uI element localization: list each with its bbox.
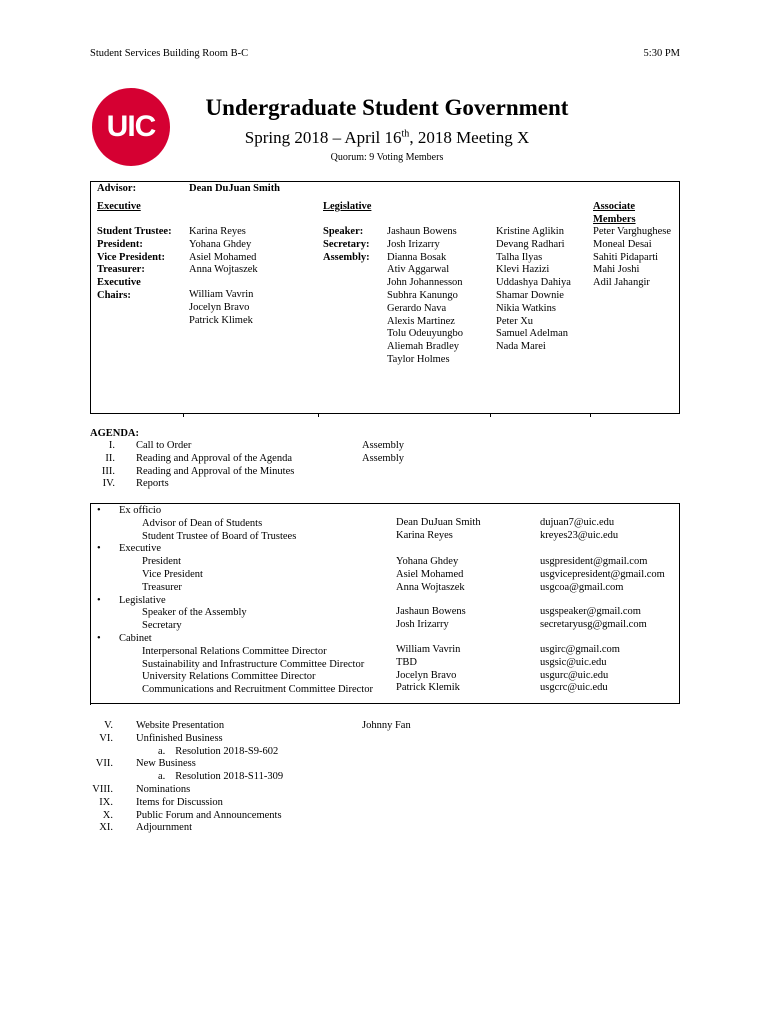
reports-emails-exofficio <box>540 517 618 543</box>
reports-names-executive: Yohana Ghdey Asiel Mohamed Anna Wojtaszek <box>396 556 465 593</box>
associate-names: Peter Varghughese Moneal Desai Sahiti Pidaparti Mahi Joshi Adil Jahangir <box>593 226 672 289</box>
associate-heading: Associate Members <box>593 201 636 225</box>
report-group-heading: • Legislative <box>97 594 166 606</box>
executive-roles: Student Trustee: President: Vice President: Treasurer: Executive Chairs: <box>97 226 172 301</box>
email-link[interactable]: usgpresident@gmail.com <box>540 556 648 567</box>
email-link[interactable]: secretaryusg@gmail.com <box>540 618 647 630</box>
advisor-label: Advisor: <box>97 183 137 194</box>
meeting-subtitle: Spring 2018 – April 16th, 2018 Meeting X <box>244 128 530 147</box>
agenda-item: Website Presentation <box>136 720 225 731</box>
legislative-names-col2: Kristine Aglikin Devang Radhari Talha Ilyas Klevi Hazizi Uddashya Dahiya Shamar Downie Nikia Watkins Peter Xu Samuel Adelman Nada Marei <box>496 226 571 353</box>
agenda-item: Reading and Approval of the Agenda <box>136 452 293 464</box>
agenda-item: Adjournment <box>136 822 192 834</box>
legislative-roles: Speaker: Secretary: Assembly: <box>323 226 370 263</box>
agenda-item: Call to Order <box>136 440 192 451</box>
reports-names-exofficio: Dean DuJuan Smith Karina Reyes <box>396 517 481 541</box>
report-group-heading: • Cabinet <box>97 632 152 644</box>
reports-names-cabinet: William Vavrin TBD Jocelyn Bravo Patrick Klemik <box>396 644 461 694</box>
report-group-heading: • Executive <box>97 543 161 555</box>
email-link[interactable]: usgcrc@uic.edu <box>540 682 608 694</box>
agenda-subitem: a. Resolution 2018-S9-602 <box>158 745 279 757</box>
meeting-time: 5:30 PM <box>643 48 680 59</box>
agenda-item: Reports <box>136 478 169 490</box>
chairs-names: William Vavrin Jocelyn Bravo Patrick Klimek <box>189 289 254 326</box>
reports-emails-cabinet <box>540 644 620 695</box>
agenda-item: Nominations <box>136 783 191 795</box>
box-corner <box>90 701 95 705</box>
quorum-note: Quorum: 9 Voting Members <box>330 152 444 163</box>
agenda-item: Reading and Approval of the Minutes <box>136 465 295 477</box>
email-link[interactable]: usgspeaker@gmail.com <box>540 606 641 617</box>
reports-emails-legislative <box>540 606 647 632</box>
agenda-numbers-later: V. VI. VII. VIII. IX. X. XI. <box>92 720 113 834</box>
legislative-heading: Legislative <box>323 201 372 212</box>
agenda-subitem: a. Resolution 2018-S11-309 <box>158 771 284 783</box>
reports-groups: • Ex officio Advisor of Dean of Students Student Trustee of Board of Trustees • Executive President Vice President Treasurer • Legislative Speaker of the Assembly Secretary • Cabinet Interpersonal Relations Committee Director Sustainability and Infrastructure Committee Director University Relations Committee Director Communications and Recruitment Committee Director <box>97 505 387 697</box>
agenda-item: Unfinished Business <box>136 732 223 744</box>
legislative-names-col1: Jashaun Bowens Josh Irizarry Dianna Bosak Ativ Aggarwal John Johannesson Subhra Kanungo Gerardo Nava Alexis Martinez Tolu Odeuyungbo Aliemah Bradley Taylor Holmes <box>387 226 463 365</box>
agenda-item: New Business <box>136 758 196 770</box>
agenda-items-first <box>136 440 294 491</box>
agenda-heading: AGENDA: <box>90 428 139 439</box>
executive-heading: Executive <box>97 201 141 212</box>
meeting-location: Student Services Building Room B-C <box>90 48 249 59</box>
email-link[interactable]: usgsic@uic.edu <box>540 656 607 668</box>
reports-names-legislative: Jashaun Bowens Josh Irizarry <box>396 606 466 630</box>
page-title: Undergraduate Student Government <box>205 95 569 120</box>
uic-logo: UIC <box>92 88 170 166</box>
officers-box <box>90 181 680 414</box>
agenda-item: Items for Discussion <box>136 796 223 808</box>
email-link[interactable]: usgirc@gmail.com <box>540 644 620 655</box>
email-link[interactable]: usgurc@uic.edu <box>540 669 609 681</box>
report-group-heading: • Ex officio <box>97 505 162 516</box>
agenda-item: Public Forum and Announcements <box>136 809 282 821</box>
email-link[interactable]: usgvicepresident@gmail.com <box>540 568 665 580</box>
agenda-numbers-first: I. II. III. IV. <box>101 440 115 490</box>
email-link[interactable]: dujuan7@uic.edu <box>540 517 615 528</box>
email-link[interactable]: kreyes23@uic.edu <box>540 529 619 541</box>
email-link[interactable]: usgcoa@gmail.com <box>540 581 624 593</box>
agenda-presenter: Johnny Fan <box>362 720 411 731</box>
advisor-name: Dean DuJuan Smith <box>189 183 281 194</box>
agenda-items-later <box>136 720 283 835</box>
executive-names: Karina Reyes Yohana Ghdey Asiel Mohamed Anna Wojtaszek <box>189 226 258 276</box>
reports-emails-executive <box>540 556 665 594</box>
agenda-presenters-first: Assembly Assembly <box>362 440 404 464</box>
